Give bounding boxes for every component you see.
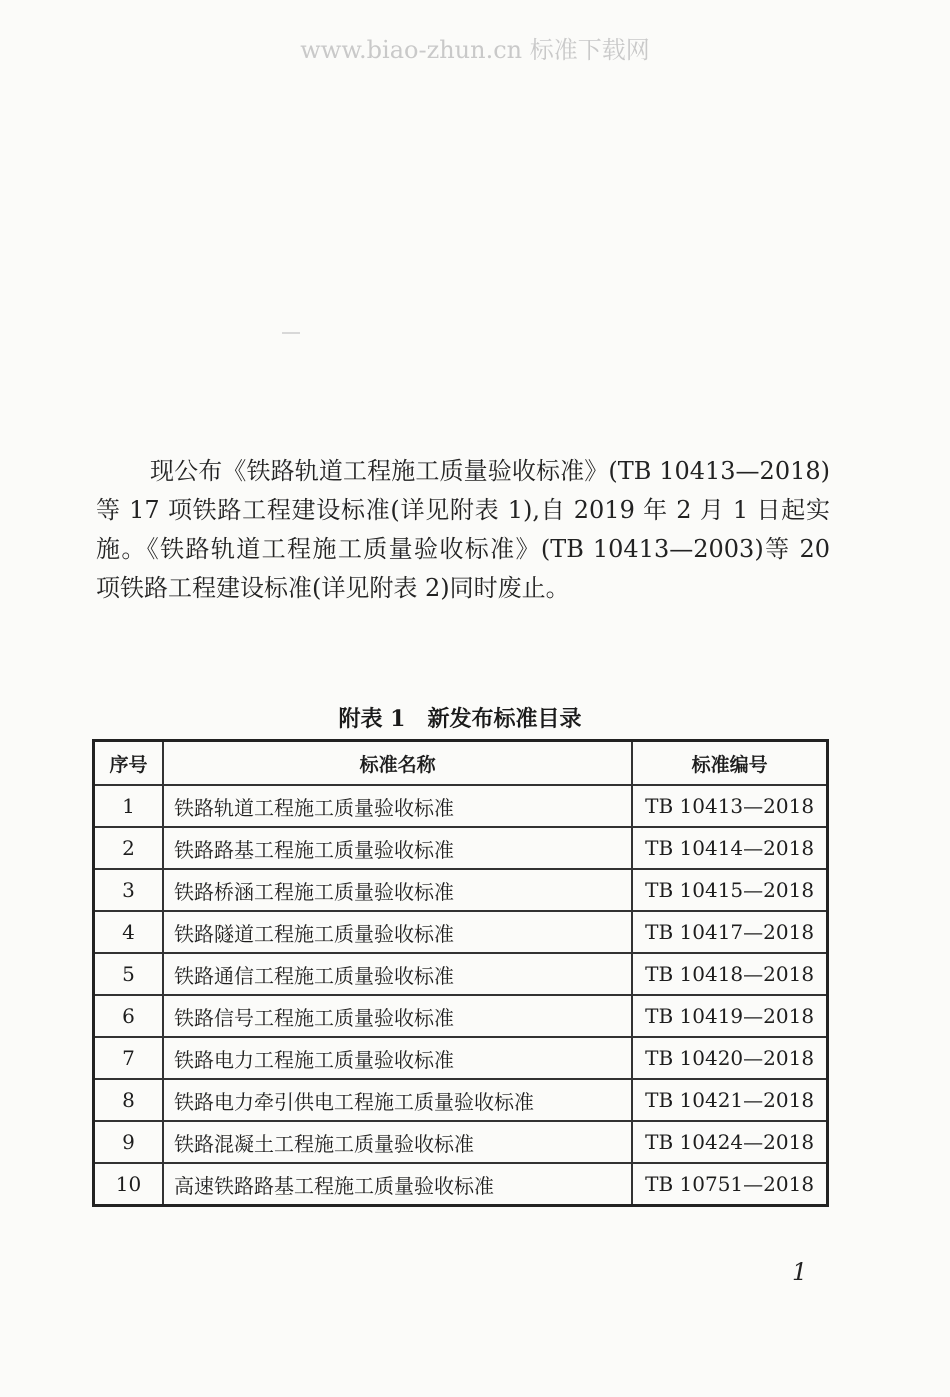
row-standard-code: TB 10414—2018	[632, 827, 827, 869]
table-row	[94, 1163, 828, 1206]
table-row	[94, 785, 828, 827]
header-standard-code: 标准编号	[632, 741, 827, 786]
header-standard-name: 标准名称	[163, 741, 632, 786]
table-row	[94, 1079, 828, 1121]
row-standard-code: TB 10415—2018	[632, 869, 827, 911]
watermark-text: www.biao-zhun.cn 标准下载网	[300, 36, 650, 64]
table-row	[94, 827, 828, 869]
row-standard-code: TB 10419—2018	[632, 995, 827, 1037]
row-standard-name: 铁路轨道工程施工质量验收标准	[163, 785, 632, 827]
scan-speck	[282, 332, 300, 334]
row-standard-name: 铁路混凝土工程施工质量验收标准	[163, 1121, 632, 1163]
row-standard-code: TB 10421—2018	[632, 1079, 827, 1121]
header-serial-number: 序号	[94, 741, 163, 786]
row-standard-code: TB 10417—2018	[632, 911, 827, 953]
row-serial-number: 7	[94, 1037, 163, 1079]
row-serial-number: 3	[94, 869, 163, 911]
table-header-row	[94, 741, 828, 786]
row-standard-name: 高速铁路路基工程施工质量验收标准	[163, 1163, 632, 1206]
table-row	[94, 869, 828, 911]
table-row	[94, 1037, 828, 1079]
table-title: 附表 1 新发布标准目录	[338, 706, 582, 732]
row-standard-name: 铁路电力牵引供电工程施工质量验收标准	[163, 1079, 632, 1121]
page-number: 1	[792, 1258, 808, 1286]
row-standard-name: 铁路通信工程施工质量验收标准	[163, 953, 632, 995]
row-standard-code: TB 10420—2018	[632, 1037, 827, 1079]
row-serial-number: 2	[94, 827, 163, 869]
row-standard-name: 铁路信号工程施工质量验收标准	[163, 995, 632, 1037]
row-standard-name: 铁路电力工程施工质量验收标准	[163, 1037, 632, 1079]
row-serial-number: 8	[94, 1079, 163, 1121]
row-standard-code: TB 10418—2018	[632, 953, 827, 995]
row-serial-number: 9	[94, 1121, 163, 1163]
row-standard-code: TB 10424—2018	[632, 1121, 827, 1163]
row-standard-code: TB 10751—2018	[632, 1163, 827, 1206]
row-standard-code: TB 10413—2018	[632, 785, 827, 827]
table-row	[94, 995, 828, 1037]
standards-table	[92, 739, 829, 1207]
table-row	[94, 1121, 828, 1163]
table-row	[94, 953, 828, 995]
row-serial-number: 4	[94, 911, 163, 953]
row-serial-number: 1	[94, 785, 163, 827]
table-row	[94, 911, 828, 953]
row-serial-number: 6	[94, 995, 163, 1037]
row-standard-name: 铁路路基工程施工质量验收标准	[163, 827, 632, 869]
row-standard-name: 铁路隧道工程施工质量验收标准	[163, 911, 632, 953]
announcement-paragraph: 现公布《铁路轨道工程施工质量验收标准》(TB 10413—2018)等 17 项铁路工程建设标准(详见附表 1),自 2019 年 2 月 1 日起实施。《铁路轨道工程施工质量验收标准》(TB 10413—2003)等 20 项铁路工程建设标准(详见附表 2)同时废止。	[96, 457, 830, 602]
row-serial-number: 5	[94, 953, 163, 995]
row-serial-number: 10	[94, 1163, 163, 1206]
row-standard-name: 铁路桥涵工程施工质量验收标准	[163, 869, 632, 911]
